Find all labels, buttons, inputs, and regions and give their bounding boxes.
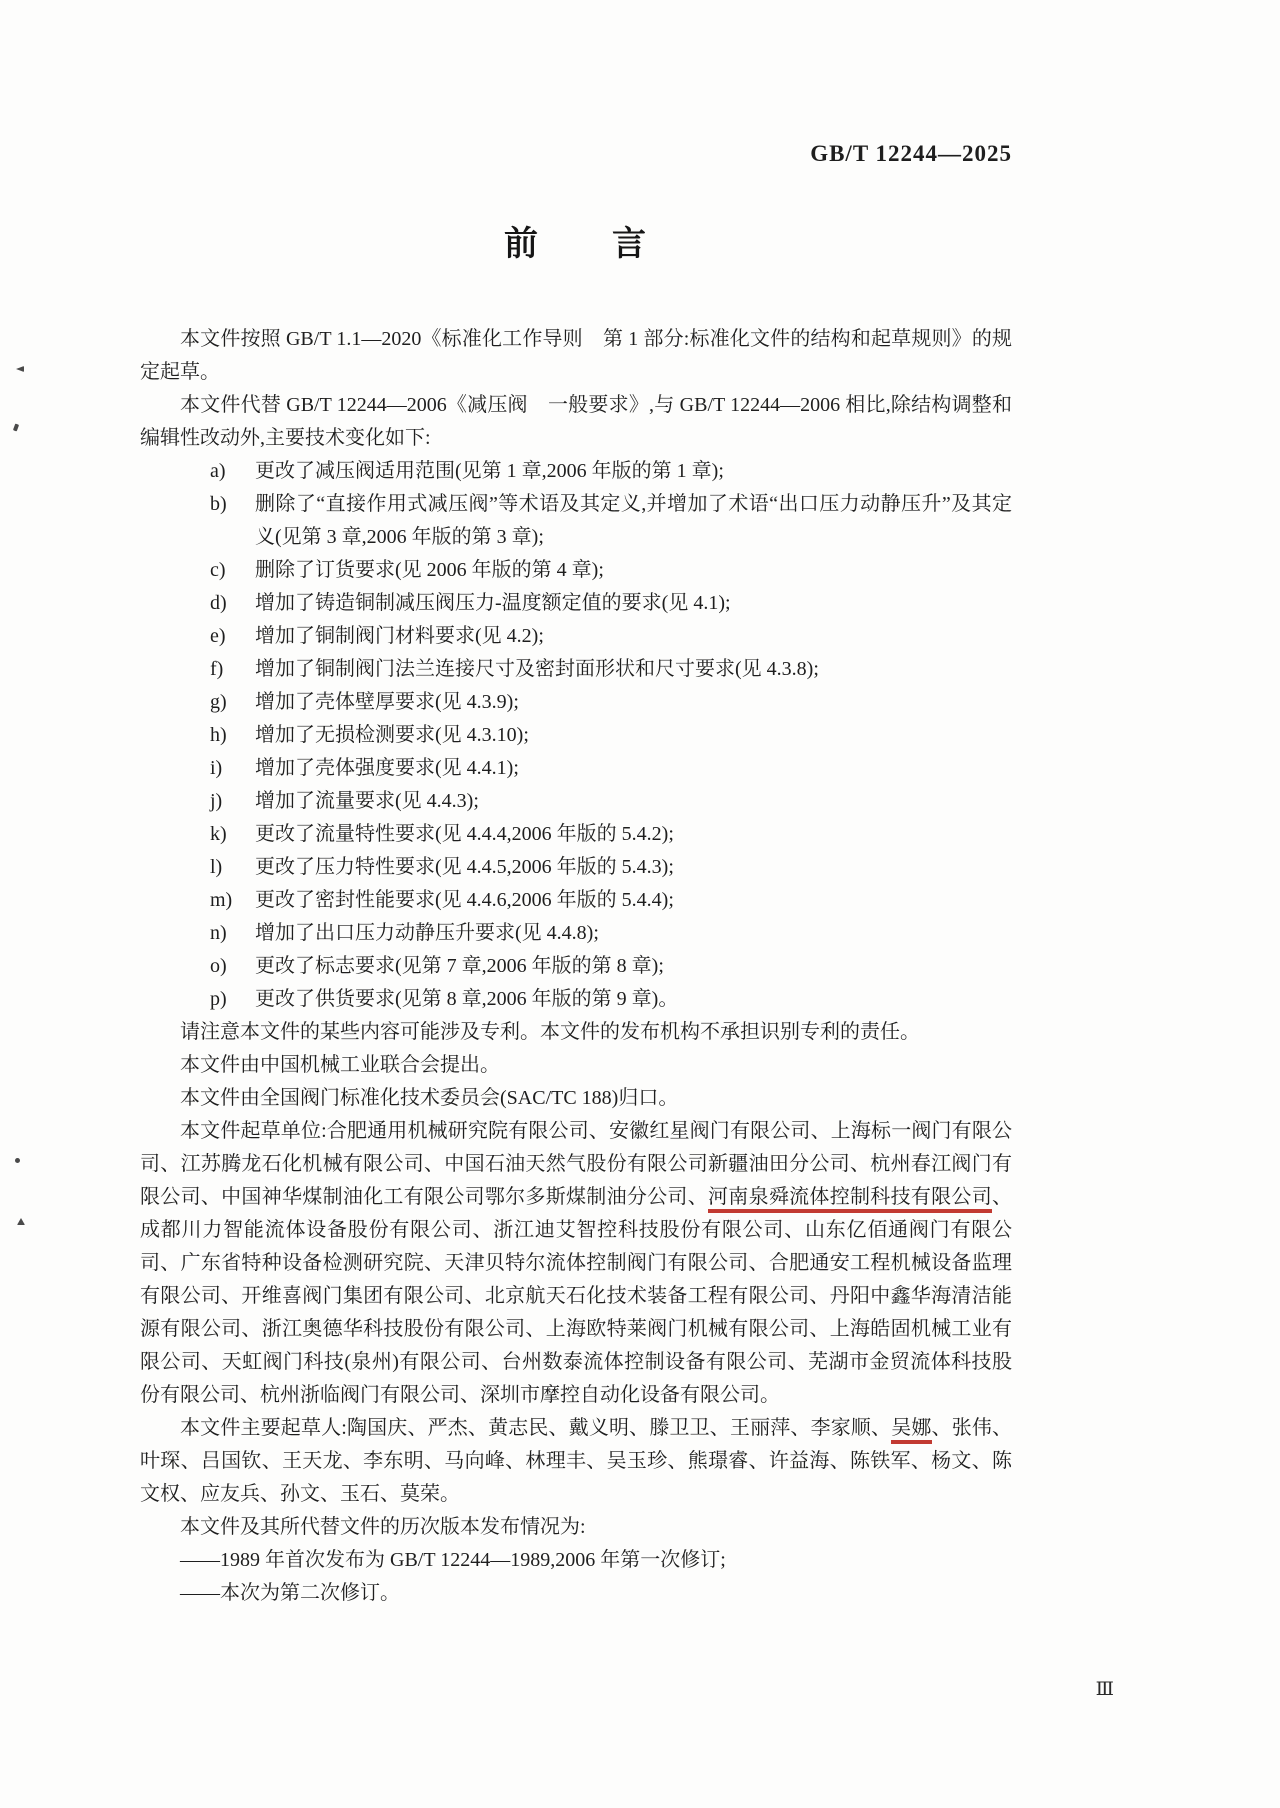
- change-marker: c): [210, 559, 226, 581]
- scan-artifact: [15, 1158, 20, 1163]
- drafters-prefix: 本文件主要起草人:陶国庆、严杰、黄志民、戴义明、滕卫卫、王丽萍、李家顺、: [180, 1417, 892, 1439]
- change-marker: l): [210, 856, 223, 878]
- change-text: 增加了壳体强度要求(见 4.4.1);: [255, 757, 519, 779]
- change-item: [140, 917, 1012, 950]
- change-item: [140, 950, 1012, 983]
- drafting-units-prefix: 本文件起草单位:合肥通用机械研究院有限公司、安徽红星阀门有限公司、上海标一阀门有限公司、江苏腾龙石化机械有限公司、中国石油天然气股份有限公司新疆油田分公司、杭州春江阀门有限公司、中国神华煤制油化工有限公司鄂尔多斯煤制油分公司、: [140, 1120, 1012, 1208]
- change-item: [140, 620, 1012, 653]
- change-text: 更改了流量特性要求(见 4.4.4,2006 年版的 5.4.2);: [255, 823, 674, 845]
- change-item: [140, 752, 1012, 785]
- change-text: 增加了铜制阀门法兰连接尺寸及密封面形状和尺寸要求(见 4.3.8);: [255, 658, 819, 680]
- change-marker: p): [210, 988, 227, 1010]
- drafters-suffix: 、张伟、叶琛、吕国钦、王天龙、李东明、马向峰、林理丰、吴玉珍、熊璟睿、许益海、陈铁军、杨文、陈文权、应友兵、孙文、玉石、莫荣。: [140, 1417, 1013, 1505]
- change-marker: b): [210, 493, 227, 515]
- paragraph-proposed-by: 本文件由中国机械工业联合会提出。: [180, 1054, 500, 1076]
- change-marker: m): [210, 889, 233, 911]
- change-text: 更改了密封性能要求(见 4.4.6,2006 年版的 5.4.4);: [255, 889, 674, 911]
- paragraph-replaces: 本文件代替 GB/T 12244—2006《减压阀 一般要求》,与 GB/T 12244—2006 相比,除结构调整和编辑性改动外,主要技术变化如下:: [140, 394, 1012, 449]
- change-marker: g): [210, 691, 227, 713]
- change-text: 更改了减压阀适用范围(见第 1 章,2006 年版的第 1 章);: [255, 460, 724, 482]
- change-item: [140, 851, 1012, 884]
- history-item: ——本次为第二次修订。: [180, 1582, 400, 1604]
- change-marker: o): [210, 955, 227, 977]
- change-marker: k): [210, 823, 227, 845]
- change-marker: j): [210, 790, 223, 812]
- change-text: 增加了流量要求(见 4.4.3);: [255, 790, 479, 812]
- change-item: [140, 554, 1012, 587]
- change-item: [140, 818, 1012, 851]
- change-marker: d): [210, 592, 227, 614]
- changes-list: [140, 455, 1012, 1016]
- change-item: [140, 653, 1012, 686]
- scan-artifact: [17, 1218, 25, 1225]
- change-marker: a): [210, 460, 226, 482]
- change-text: 更改了标志要求(见第 7 章,2006 年版的第 8 章);: [255, 955, 664, 977]
- change-marker: n): [210, 922, 227, 944]
- change-item: [140, 455, 1012, 488]
- change-item: [140, 983, 1012, 1016]
- drafting-units-suffix: 、成都川力智能流体设备股份有限公司、浙江迪艾智控科技股份有限公司、山东亿佰通阀门有限公司、广东省特种设备检测研究院、天津贝特尔流体控制阀门有限公司、合肥通安工程机械设备监理有限公司、开维喜阀门集团有限公司、北京航天石化技术装备工程有限公司、丹阳中鑫华海清洁能源有限公司、浙江奥德华科技股份有限公司、上海欧特莱阀门机械有限公司、上海皓固机械工业有限公司、天虹阀门科技(泉州)有限公司、台州数泰流体控制设备有限公司、芜湖市金贸流体科技股份有限公司、杭州浙临阀门有限公司、深圳市摩控自动化设备有限公司。: [140, 1186, 1013, 1406]
- paragraph-patent-note: 请注意本文件的某些内容可能涉及专利。本文件的发布机构不承担识别专利的责任。: [180, 1021, 920, 1043]
- change-marker: e): [210, 625, 226, 647]
- page-title: 前 言: [504, 225, 648, 263]
- paragraph-history-intro: 本文件及其所代替文件的历次版本发布情况为:: [180, 1516, 586, 1538]
- foreword-content: [140, 225, 1013, 1610]
- change-item: [140, 785, 1012, 818]
- paragraph-basis: 本文件按照 GB/T 1.1—2020《标准化工作导则 第 1 部分:标准化文件的结构和起草规则》的规定起草。: [140, 328, 1012, 383]
- change-item: [140, 719, 1012, 752]
- drafter-highlighted: 吴娜: [891, 1417, 931, 1444]
- change-text: 删除了订货要求(见 2006 年版的第 4 章);: [255, 559, 604, 581]
- change-marker: h): [210, 724, 227, 746]
- history-item: ——1989 年首次发布为 GB/T 12244—1989,2006 年第一次修订;: [180, 1549, 726, 1571]
- scan-artifact: [13, 424, 19, 432]
- change-item: [140, 884, 1012, 917]
- paragraph-centralized-by: 本文件由全国阀门标准化技术委员会(SAC/TC 188)归口。: [180, 1087, 679, 1109]
- change-text: 增加了出口压力动静压升要求(见 4.4.8);: [255, 922, 599, 944]
- paragraph-drafters: [140, 1412, 1012, 1511]
- change-marker: f): [210, 658, 224, 680]
- change-text: 增加了铸造铜制减压阀压力-温度额定值的要求(见 4.1);: [255, 592, 731, 614]
- scan-artifact: [16, 366, 24, 372]
- change-item: [140, 587, 1012, 620]
- standard-number: GB/T 12244—2025: [810, 141, 1012, 166]
- change-text: 增加了铜制阀门材料要求(见 4.2);: [255, 625, 544, 647]
- change-text: 删除了“直接作用式减压阀”等术语及其定义,并增加了术语“出口压力动静压升”及其定义(见第 3 章,2006 年版的第 3 章);: [255, 493, 1012, 548]
- paragraph-drafting-units: [140, 1115, 1012, 1412]
- drafting-unit-highlighted: 河南泉舜流体控制科技有限公司: [708, 1186, 992, 1213]
- change-item: [140, 488, 1012, 554]
- change-text: 增加了无损检测要求(见 4.3.10);: [255, 724, 529, 746]
- change-text: 更改了压力特性要求(见 4.4.5,2006 年版的 5.4.3);: [255, 856, 674, 878]
- change-text: 更改了供货要求(见第 8 章,2006 年版的第 9 章)。: [255, 988, 679, 1010]
- page-number: Ⅲ: [1095, 1678, 1114, 1700]
- change-text: 增加了壳体壁厚要求(见 4.3.9);: [255, 691, 519, 713]
- change-marker: i): [210, 757, 223, 779]
- change-item: [140, 686, 1012, 719]
